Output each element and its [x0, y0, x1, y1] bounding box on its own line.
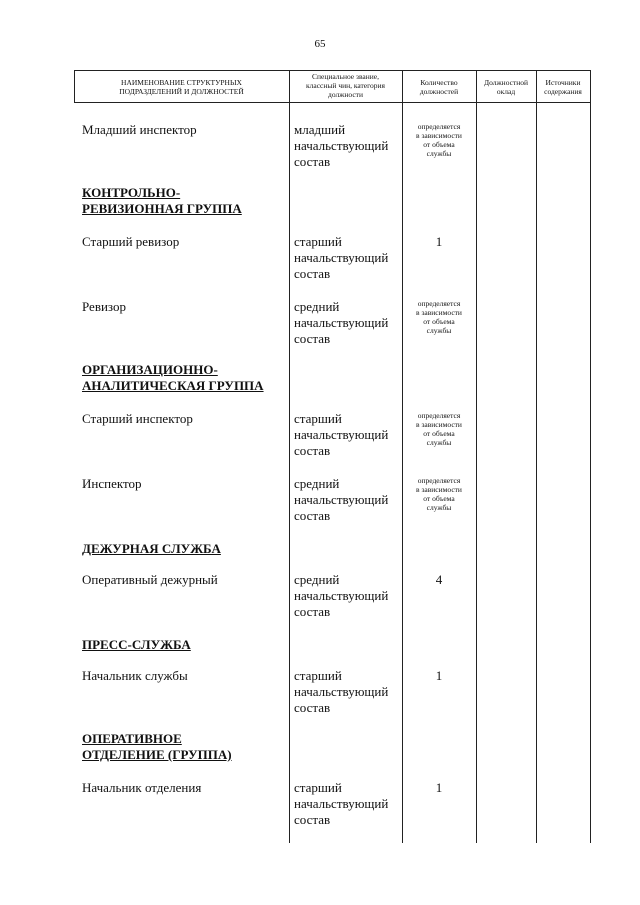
position-quantity: определяется в зависимости от объема службы — [416, 122, 462, 158]
position-quantity: 1 — [435, 780, 443, 795]
section-heading: ОПЕРАТИВНОЕ ОТДЕЛЕНИЕ (ГРУППА) — [82, 731, 232, 762]
position-rank: младший начальствующий состав — [294, 122, 389, 169]
section-heading: ОРГАНИЗАЦИОННО- АНАЛИТИЧЕСКАЯ ГРУППА — [82, 362, 264, 393]
position-name: Начальник отделения — [82, 780, 202, 795]
page-number: 65 — [314, 38, 326, 50]
section-heading: ПРЕСС-СЛУЖБА — [82, 637, 191, 652]
table-top-border — [74, 70, 590, 71]
position-quantity: определяется в зависимости от объема службы — [416, 411, 462, 447]
section-heading: КОНТРОЛЬНО- РЕВИЗИОННАЯ ГРУППА — [82, 185, 242, 216]
position-name: Начальник службы — [82, 668, 188, 683]
position-rank: средний начальствующий состав — [294, 299, 389, 346]
position-rank: старший начальствующий состав — [294, 668, 389, 715]
position-rank: старший начальствующий состав — [294, 780, 389, 827]
position-name: Оперативный дежурный — [82, 572, 218, 587]
column-divider — [289, 70, 290, 843]
position-quantity: 4 — [435, 572, 443, 587]
header-col-quantity: Количество должностей — [419, 78, 459, 96]
table-left-border — [74, 70, 75, 103]
header-col-rank: Специальное звание, классный чин, категория должности — [306, 72, 385, 99]
table-right-border — [590, 70, 591, 843]
position-name: Инспектор — [82, 476, 142, 491]
position-quantity: определяется в зависимости от объема службы — [416, 476, 462, 512]
header-col-salary: Должностной оклад — [483, 78, 529, 96]
position-name: Младший инспектор — [82, 122, 197, 137]
column-divider — [536, 70, 537, 843]
position-quantity: 1 — [435, 668, 443, 683]
position-rank: средний начальствующий состав — [294, 476, 389, 523]
column-divider — [476, 70, 477, 843]
position-name: Старший ревизор — [82, 234, 180, 249]
section-heading: ДЕЖУРНАЯ СЛУЖБА — [82, 541, 221, 556]
header-bottom-border — [74, 102, 590, 103]
column-divider — [402, 70, 403, 843]
position-name: Старший инспектор — [82, 411, 193, 426]
position-quantity: определяется в зависимости от объема службы — [416, 299, 462, 335]
position-name: Ревизор — [82, 299, 126, 314]
header-col-name: НАИМЕНОВАНИЕ СТРУКТУРНЫХ ПОДРАЗДЕЛЕНИЙ И ДОЛЖНОСТЕЙ — [119, 78, 244, 96]
header-col-source: Источники содержания — [544, 78, 582, 96]
position-quantity: 1 — [435, 234, 443, 249]
position-rank: старший начальствующий состав — [294, 411, 389, 458]
position-rank: старший начальствующий состав — [294, 234, 389, 281]
position-rank: средний начальствующий состав — [294, 572, 389, 619]
